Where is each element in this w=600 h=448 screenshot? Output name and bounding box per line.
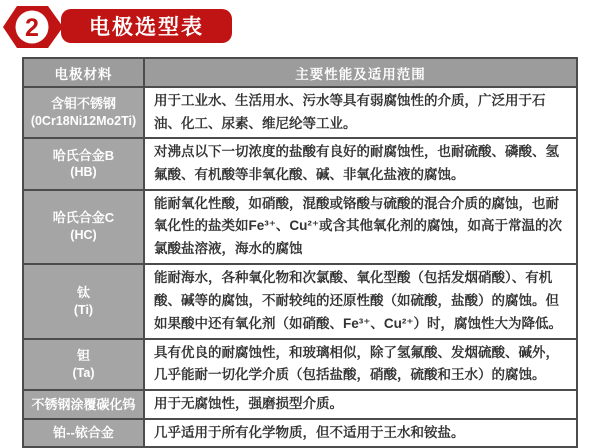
section-number-badge [2,4,64,50]
material-code: (Ta) [72,365,95,380]
description-cell: 能耐海水，各种氧化物和次氯酸、氧化型酸（包括发烟硝酸）、有机酸、碱等的腐蚀，不耐较纯的还原性酸（如硫酸，盐酸）的腐蚀。但如果酸中还有氧化剂（如硝酸、Fe³⁺、Cu²⁺）时，腐蚀性大为降低。 [144,264,577,339]
column-header-material: 电极材料 [23,58,144,87]
section-number: 2 [25,14,39,42]
material-name: 铂--铱合金 [53,425,114,441]
table-row [23,264,577,339]
material-code: (Ti) [73,302,94,317]
material-cell [23,390,144,419]
title-banner [61,9,232,43]
material-cell [23,190,144,264]
table-row [23,190,577,264]
description-cell: 用于工业水、生活用水、污水等具有弱腐蚀性的介质，广泛用于石油、化工、尿素、维尼纶等工业。 [144,87,577,138]
page-title: 电极选型表 [89,16,204,39]
material-name: 钛 [76,284,90,300]
material-code: (0Cr18Ni12Mo2Ti) [30,114,137,128]
table-row [23,419,577,448]
material-cell [23,264,144,339]
material-name: 不锈钢涂覆碳化钨 [31,396,136,412]
description-cell: 能耐氧化性酸，如硝酸，混酸或铬酸与硫酸的混合介质的腐蚀，也耐氧化性的盐类如Fe³⁺、Cu²⁺或含其他氧化剂的腐蚀，如高于常温的次氯酸盐溶液，海水的腐蚀 [144,190,577,264]
material-cell [23,138,144,189]
material-cell [23,87,144,138]
table-row [23,339,577,390]
description-cell: 具有优良的耐腐蚀性，和玻璃相似，除了氢氟酸、发烟硫酸、碱外，几乎能耐一切化学介质（包括盐酸，硝酸，硫酸和王水）的腐蚀。 [144,339,577,390]
material-name: 哈氏合金B [52,147,115,163]
material-code: (HC) [70,228,97,243]
table-row [23,87,577,138]
table-row [23,138,577,189]
material-name: 钽 [76,348,90,364]
material-cell [23,339,144,390]
electrode-table [22,57,578,448]
description-cell: 几乎适用于所有化学物质，但不适用于王水和铵盐。 [144,419,577,448]
table-header-row [23,58,577,87]
column-header-performance: 主要性能及适用范围 [144,58,577,87]
material-cell [23,419,144,448]
material-name: 哈氏合金C [52,210,115,226]
material-name: 含钼不锈钢 [50,96,116,112]
description-cell: 对沸点以下一切浓度的盐酸有良好的耐腐蚀性，也耐硫酸、磷酸、氢氟酸、有机酸等非氧化酸、碱、非氧化盐液的腐蚀。 [144,138,577,189]
table-row [23,390,577,419]
description-cell: 用于无腐蚀性，强磨损型介质。 [144,390,577,419]
material-code: (HB) [70,165,97,180]
